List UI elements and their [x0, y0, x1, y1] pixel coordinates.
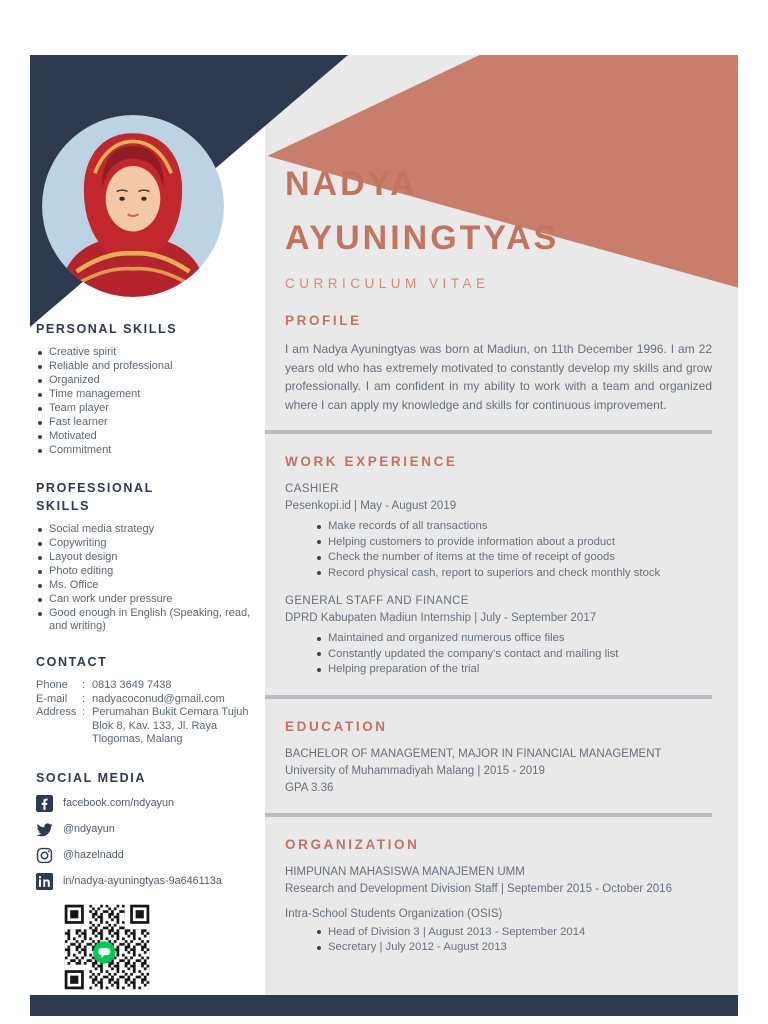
list-item: Social media strategy [36, 523, 251, 536]
list-item: Secretary | July 2012 - August 2013 [315, 941, 712, 955]
organization-bullet-list [315, 926, 712, 955]
list-item: Maintained and organized numerous office files [315, 632, 712, 646]
list-item: Head of Division 3 | August 2013 - September 2014 [315, 926, 712, 940]
job-meta: Pesenkopi.id | May - August 2019 [285, 500, 457, 512]
organization-name: Intra-School Students Organization (OSIS) [285, 907, 503, 920]
profile-text: I am Nadya Ayuningtyas was born at Madiun, on 11th December 1996. I am 22 years old who has extremely motivated to constantly develop my skills and grow professionally. I am confident in my ability to work with a team and organized where I can apply my knowledge and skills for continuous improvement. [285, 342, 712, 412]
list-item: Can work under pressure [36, 593, 251, 606]
contact-separator: : [82, 679, 86, 691]
job-meta: DPRD Kabupaten Madiun Internship | July - September 2017 [285, 612, 597, 624]
education-gpa: GPA 3.36 [285, 781, 334, 794]
email-value: nadyacoconud@gmail.com [92, 692, 225, 705]
organization-entry-himpunan [285, 865, 712, 896]
education-heading: EDUCATION [285, 718, 388, 734]
organization-entry-osis [285, 907, 712, 955]
qr-center-badge [93, 941, 115, 963]
section-divider [265, 813, 712, 817]
job-bullet-list [315, 520, 712, 580]
list-item: Helping customers to provide information about a product [315, 536, 712, 550]
social-media-section [36, 769, 251, 890]
list-item: Fast learner [36, 416, 251, 429]
contact-heading: CONTACT [36, 655, 108, 669]
list-item: Time management [36, 388, 251, 401]
main-column [265, 55, 738, 1016]
job-entry-cashier [285, 482, 712, 580]
list-item: Check the number of items at the time of receipt of goods [315, 551, 712, 565]
education-degree: BACHELOR OF MANAGEMENT, MAJOR IN FINANCIAL MANAGEMENT [285, 747, 662, 760]
address-value: Perumahan Bukit Cemara Tujuh Blok 8, Kav. 133, Jl. Raya Tlogomas, Malang [92, 706, 249, 745]
contact-rows [36, 679, 251, 747]
list-item: Layout design [36, 551, 251, 564]
professional-skills-section [36, 479, 251, 633]
education-school: University of Muhammadiyah Malang | 2015 - 2019 [285, 764, 545, 777]
list-item: Commitment [36, 444, 251, 457]
section-divider [265, 430, 712, 434]
document-subtitle: CURRICULUM VITAE [285, 276, 490, 291]
name-line-2: AYUNINGTYAS [285, 219, 560, 257]
facebook-icon [36, 795, 53, 812]
professional-skills-heading: PROFESSIONAL SKILLS [36, 481, 154, 513]
list-item: Constantly updated the company's contact and mailing list [315, 648, 712, 662]
social-link-twitter[interactable] [36, 821, 251, 838]
job-bullet-list [315, 632, 712, 677]
social-label: facebook.com/ndyayun [63, 796, 175, 809]
contact-section [36, 653, 251, 747]
instagram-icon [36, 847, 53, 864]
contact-label: Phone [36, 679, 68, 691]
social-label: @ndyayun [63, 822, 115, 835]
professional-skills-list [36, 523, 251, 633]
phone-value: 0813 3649 7438 [92, 679, 172, 691]
social-rows [36, 795, 251, 890]
work-experience-heading: WORK EXPERIENCE [285, 454, 458, 469]
list-item: Copywriting [36, 537, 251, 550]
list-item: Motivated [36, 430, 251, 443]
contact-label: E-mail [36, 692, 68, 705]
twitter-icon [36, 821, 53, 838]
contact-separator: : [82, 692, 86, 705]
profile-heading: PROFILE [285, 313, 362, 328]
job-role: CASHIER [285, 483, 339, 495]
personal-skills-heading: PERSONAL SKILLS [36, 322, 178, 336]
job-entry-general-staff [285, 594, 712, 677]
personal-skills-section [36, 320, 251, 457]
list-item: Reliable and professional [36, 360, 251, 373]
contact-row-email [36, 693, 251, 707]
job-role: GENERAL STAFF AND FINANCE [285, 595, 469, 607]
sidebar [30, 55, 265, 1016]
social-label: @hazelnadd [63, 848, 124, 861]
social-media-heading: SOCIAL MEDIA [36, 770, 146, 785]
qr-code [62, 902, 152, 992]
contact-label: Address [36, 706, 77, 718]
list-item: Helping preparation of the trial [315, 663, 712, 677]
organization-name: HIMPUNAN MAHASISWA MANAJEMEN UMM [285, 865, 525, 878]
contact-row-phone [36, 679, 251, 693]
organization-meta: Research and Development Division Staff | September 2015 - October 2016 [285, 882, 672, 895]
page-title [285, 157, 712, 265]
social-link-linkedin[interactable] [36, 873, 251, 890]
list-item: Ms. Office [36, 579, 251, 592]
personal-skills-list [36, 346, 251, 457]
organization-heading: ORGANIZATION [285, 836, 420, 852]
list-item: Photo editing [36, 565, 251, 578]
contact-separator: : [82, 706, 86, 718]
social-label: in/nadya-ayuningtyas-9a646113a [63, 874, 222, 887]
list-item: Good enough in English (Speaking, read, and writing) [36, 607, 251, 633]
linkedin-icon [36, 873, 53, 890]
social-link-facebook[interactable] [36, 795, 251, 812]
list-item: Creative spirit [36, 346, 251, 359]
list-item: Organized [36, 374, 251, 387]
bottom-bar-decoration [30, 995, 738, 1016]
contact-row-address [36, 706, 251, 747]
section-divider [265, 695, 712, 699]
list-item: Make records of all transactions [315, 520, 712, 534]
name-line-1: NADYA [285, 165, 418, 203]
list-item: Team player [36, 402, 251, 415]
cv-page [30, 55, 738, 1016]
social-link-instagram[interactable] [36, 847, 251, 864]
list-item: Record physical cash, report to superiors and check monthly stock [315, 567, 712, 581]
